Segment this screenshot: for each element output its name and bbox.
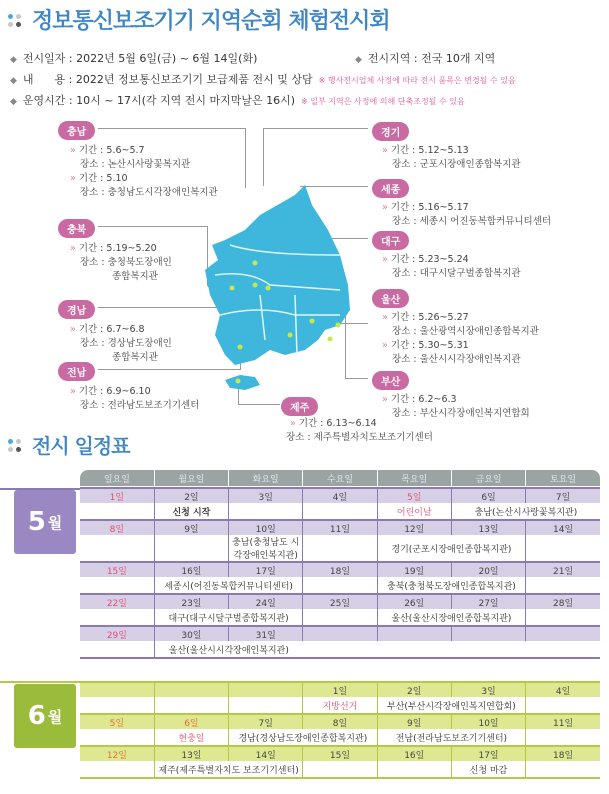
region-sejong: 세종 » 기간 : 5.16~5.17 장소 : 세종시 어진동복합커뮤니티센터 bbox=[372, 178, 551, 229]
korea-map bbox=[200, 175, 350, 410]
weekday-cell: 토요일 bbox=[526, 470, 600, 486]
date-cell: 25일 bbox=[303, 594, 377, 609]
date-cell: 3일 bbox=[451, 682, 525, 697]
date-cell bbox=[229, 682, 303, 697]
date-cell bbox=[526, 626, 600, 641]
event-cell bbox=[80, 729, 154, 746]
region-daegu: 대구 » 기간 : 5.23~5.24 장소 : 대구시달구벌종합복지관 bbox=[372, 230, 521, 281]
date-cell: 16일 bbox=[154, 562, 228, 577]
region-tag: 경남 bbox=[58, 300, 95, 319]
arrow-icon: » bbox=[70, 324, 76, 335]
event-cell: 경남(경상남도장애인종합복지관) bbox=[229, 729, 378, 746]
region-jeju-info: » 기간 : 6.13~6.14 장소 : 제주특별자치도보조기기센터 bbox=[286, 418, 433, 443]
weekday-cell: 수요일 bbox=[303, 470, 377, 486]
date-cell: 12일 bbox=[377, 520, 451, 535]
date-cell: 6일 bbox=[154, 714, 228, 729]
date-cell: 18일 bbox=[526, 746, 600, 761]
event-cell: 경기(군포시장애인종합복지관) bbox=[377, 535, 526, 562]
date-cell: 31일 bbox=[229, 626, 303, 641]
date-cell: 13일 bbox=[154, 746, 228, 761]
region-tag: 충남 bbox=[58, 121, 95, 140]
date-cell bbox=[377, 626, 451, 641]
event-cell: 울산(울산시장애인종합복지관) bbox=[377, 609, 526, 626]
event-cell bbox=[80, 761, 154, 778]
date-cell: 13일 bbox=[451, 520, 525, 535]
region-chungbuk: 충북 » 기간 : 5.19~5.20 장소 : 충청북도장애인 종합복지관 bbox=[58, 218, 172, 284]
date-cell: 2일 bbox=[377, 682, 451, 697]
event-cell bbox=[303, 609, 377, 626]
date-cell: 3일 bbox=[229, 488, 303, 503]
event-cell bbox=[80, 503, 154, 520]
event-cell: 부산(부산시각장애인복지연합회) bbox=[377, 697, 526, 714]
info-region: ◆ 전시지역 : 전국 10개 지역 bbox=[355, 52, 496, 65]
event-cell bbox=[377, 761, 451, 778]
date-cell bbox=[80, 682, 154, 697]
date-cell: 8일 bbox=[80, 520, 154, 535]
date-cell: 15일 bbox=[80, 562, 154, 577]
arrow-icon: » bbox=[70, 243, 76, 254]
arrow-icon: » bbox=[70, 173, 76, 184]
event-cell: 충남(충청남도 시각장애인복지관) bbox=[229, 535, 303, 562]
event-cell bbox=[526, 535, 600, 562]
date-cell: 23일 bbox=[154, 594, 228, 609]
event-cell bbox=[526, 729, 600, 746]
region-tag: 부산 bbox=[372, 371, 409, 390]
month-badge-may: 5 월 bbox=[14, 490, 76, 554]
region-tag: 제주 bbox=[281, 397, 318, 416]
date-cell: 20일 bbox=[451, 562, 525, 577]
event-cell: 충남(논산시사랑꽃복지관) bbox=[451, 503, 600, 520]
date-cell: 17일 bbox=[451, 746, 525, 761]
date-cell: 2일 bbox=[154, 488, 228, 503]
event-cell: 대구(대구시달구벌종합복지관) bbox=[154, 609, 303, 626]
month-badge-june: 6 월 bbox=[14, 684, 76, 748]
weekday-header bbox=[80, 470, 600, 486]
date-cell: 27일 bbox=[451, 594, 525, 609]
event-cell bbox=[303, 577, 377, 594]
arrow-icon: » bbox=[290, 418, 296, 429]
weekday-cell: 월요일 bbox=[154, 470, 228, 486]
info-date: ◆ 전시일자 : 2022년 5월 6일(금) ~ 6월 14일(화) bbox=[10, 52, 258, 65]
date-cell: 26일 bbox=[377, 594, 451, 609]
region-tag: 충북 bbox=[58, 219, 95, 238]
diamond-bullet-icon: ◆ bbox=[10, 76, 17, 86]
event-cell bbox=[80, 609, 154, 626]
date-cell bbox=[303, 626, 377, 641]
date-cell: 10일 bbox=[229, 520, 303, 535]
event-cell bbox=[80, 577, 154, 594]
region-jeju bbox=[281, 396, 318, 416]
region-tag: 세종 bbox=[372, 179, 409, 198]
event-cell bbox=[229, 503, 303, 520]
region-tag: 경기 bbox=[372, 122, 409, 141]
date-cell: 4일 bbox=[303, 488, 377, 503]
diamond-bullet-icon: ◆ bbox=[10, 55, 17, 65]
date-cell: 4일 bbox=[526, 682, 600, 697]
date-cell: 22일 bbox=[80, 594, 154, 609]
arrow-icon: » bbox=[382, 202, 388, 213]
date-cell: 18일 bbox=[303, 562, 377, 577]
event-cell: 신청 시작 bbox=[154, 503, 228, 520]
info-content: ◆ 내 용 : 2022년 정보통신보조기기 보급제품 전시 및 상담 ※ 행사전시업체 사정에 따라 전시 품목은 변경될 수 있음 bbox=[10, 73, 516, 86]
event-cell: 충북(충청북도장애인종합복지관) bbox=[377, 577, 526, 594]
bullet-dots-icon bbox=[8, 437, 26, 453]
date-cell: 9일 bbox=[154, 520, 228, 535]
region-jeonnam: 전남 » 기간 : 6.9~6.10 장소 : 전라남도보조기기센터 bbox=[58, 361, 199, 413]
weekday-cell: 일요일 bbox=[80, 470, 154, 486]
event-cell bbox=[303, 503, 377, 520]
region-chungnam: 충남 » 기간 : 5.6~5.7 장소 : 논산시사랑꽃복지관 » 기간 : 5.10 장소 : 충청남도시각장애인복지관 bbox=[58, 120, 218, 200]
weekday-cell: 화요일 bbox=[229, 470, 303, 486]
date-cell: 15일 bbox=[303, 746, 377, 761]
event-cell: 지방선거 bbox=[303, 697, 377, 714]
event-cell bbox=[526, 609, 600, 626]
date-cell: 30일 bbox=[154, 626, 228, 641]
region-gyeonggi: 경기 » 기간 : 5.12~5.13 장소 : 군포시장애인종합복지관 bbox=[372, 121, 521, 172]
arrow-icon: » bbox=[382, 312, 388, 323]
date-cell: 12일 bbox=[80, 746, 154, 761]
date-cell: 5일 bbox=[80, 714, 154, 729]
arrow-icon: » bbox=[70, 145, 76, 156]
page-title: 정보통신보조기기 지역순회 체험전시회 bbox=[8, 4, 390, 35]
date-cell: 6일 bbox=[451, 488, 525, 503]
date-cell: 9일 bbox=[377, 714, 451, 729]
calendar-june bbox=[80, 681, 600, 780]
event-cell bbox=[80, 697, 154, 714]
region-gyeongnam: 경남 » 기간 : 6.7~6.8 장소 : 경상남도장애인 종합복지관 bbox=[58, 299, 172, 365]
diamond-bullet-icon: ◆ bbox=[355, 55, 362, 65]
schedule-title: 전시 일정표 bbox=[8, 430, 130, 459]
event-cell bbox=[526, 761, 600, 778]
date-cell: 28일 bbox=[526, 594, 600, 609]
date-cell: 16일 bbox=[377, 746, 451, 761]
date-cell: 7일 bbox=[229, 714, 303, 729]
arrow-icon: » bbox=[382, 394, 388, 405]
calendar-may bbox=[80, 487, 600, 660]
date-cell: 5일 bbox=[377, 488, 451, 503]
date-cell: 8일 bbox=[303, 714, 377, 729]
region-tag: 대구 bbox=[372, 231, 409, 250]
event-cell: 제주(제주특별자치도 보조기기센터) bbox=[154, 761, 303, 778]
event-cell bbox=[526, 577, 600, 594]
date-cell bbox=[451, 626, 525, 641]
bullet-dots-icon bbox=[8, 12, 26, 28]
region-ulsan: 울산 » 기간 : 5.26~5.27 장소 : 울산광역시장애인종합복지관 » 기간 : 5.30~5.31 장소 : 울산시시각장애인복지관 bbox=[372, 288, 539, 367]
date-cell: 14일 bbox=[526, 520, 600, 535]
date-cell: 11일 bbox=[526, 714, 600, 729]
date-cell: 1일 bbox=[303, 682, 377, 697]
date-cell bbox=[154, 682, 228, 697]
date-cell: 29일 bbox=[80, 626, 154, 641]
diamond-bullet-icon: ◆ bbox=[10, 97, 17, 107]
date-cell: 11일 bbox=[303, 520, 377, 535]
event-cell: 울산(울산시시각장애인복지관) bbox=[154, 641, 303, 658]
arrow-icon: » bbox=[382, 145, 388, 156]
event-cell: 신청 마감 bbox=[451, 761, 525, 778]
event-cell bbox=[229, 697, 303, 714]
date-cell: 1일 bbox=[80, 488, 154, 503]
date-cell: 24일 bbox=[229, 594, 303, 609]
arrow-icon: » bbox=[382, 254, 388, 265]
event-cell: 전남(전라남도보조기기센터) bbox=[377, 729, 526, 746]
region-tag: 울산 bbox=[372, 289, 409, 308]
event-cell bbox=[526, 697, 600, 714]
info-hours: ◆ 운영시간 : 10시 ~ 17시(각 지역 전시 마지막날은 16시) ※ 일부 지역은 사정에 의해 단축조정될 수 있음 bbox=[10, 94, 465, 107]
event-cell bbox=[80, 641, 154, 658]
weekday-cell: 목요일 bbox=[377, 470, 451, 486]
event-cell bbox=[154, 697, 228, 714]
event-cell bbox=[303, 761, 377, 778]
date-cell: 19일 bbox=[377, 562, 451, 577]
date-cell: 7일 bbox=[526, 488, 600, 503]
arrow-icon: » bbox=[70, 386, 76, 397]
region-busan: 부산 » 기간 : 6.2~6.3 장소 : 부산시각장애인복지연합회 bbox=[372, 370, 530, 421]
date-cell: 21일 bbox=[526, 562, 600, 577]
date-cell: 14일 bbox=[229, 746, 303, 761]
event-cell bbox=[303, 535, 377, 562]
date-cell: 10일 bbox=[451, 714, 525, 729]
region-tag: 전남 bbox=[58, 362, 95, 381]
arrow-icon: » bbox=[382, 340, 388, 351]
event-cell: 세종시(어진동복합커뮤니티센터) bbox=[154, 577, 303, 594]
event-cell: 현충일 bbox=[154, 729, 228, 746]
date-cell: 17일 bbox=[229, 562, 303, 577]
event-cell bbox=[154, 535, 228, 562]
event-cell: 어린이날 bbox=[377, 503, 451, 520]
weekday-cell: 금요일 bbox=[451, 470, 525, 486]
event-cell bbox=[80, 535, 154, 562]
